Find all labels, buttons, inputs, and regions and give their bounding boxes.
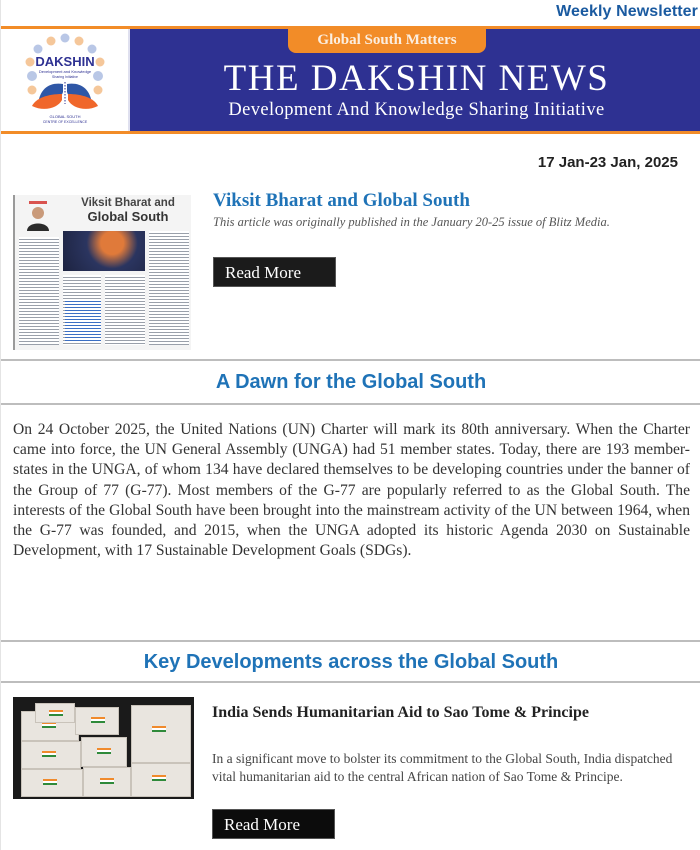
divider bbox=[1, 681, 700, 683]
dakshin-logo bbox=[1, 29, 128, 131]
svg-text:GLOBAL SOUTH: GLOBAL SOUTH bbox=[49, 114, 80, 119]
svg-text:Sharing Initiative: Sharing Initiative bbox=[51, 75, 78, 79]
featured-article-thumbnail[interactable] bbox=[13, 195, 191, 350]
divider bbox=[1, 359, 700, 361]
featured-article-title[interactable]: Viksit Bharat and Global South bbox=[213, 190, 470, 211]
issue-date-range: 17 Jan-23 Jan, 2025 bbox=[537, 154, 678, 171]
aid-read-more-button[interactable]: Read More bbox=[212, 809, 335, 839]
featured-read-more-button[interactable]: Read More bbox=[213, 257, 336, 287]
dawn-body-text: On 24 October 2025, the United Nations (UN) Charter will mark its 80th anniversary. When the Charter came into force, the UN General Assembly (UNGA) had 51 member states. Today, there are 193 member-states in the UNGA, of whom 134 have declared themselves to be developing countries under the banner of the Group of 77 (G-77). Most members of the G-77 are popularly referred to as the Global South. The interests of the Global South have been brought into the mainstream activity of the UN between 1964, when the G-77 was founded, and 2015, when the UNGA adopted its historic Agenda 2030 on Sustainable Development, with 17 Sustainable Development Goals (SDGs). bbox=[13, 421, 690, 560]
thumbnail-text-column bbox=[19, 237, 59, 345]
aid-article-thumbnail[interactable] bbox=[13, 697, 194, 799]
divider bbox=[1, 640, 700, 642]
svg-text:CENTRE OF EXCELLENCE: CENTRE OF EXCELLENCE bbox=[42, 120, 87, 124]
author-photo-icon bbox=[25, 201, 51, 231]
svg-text:Development and Knowledge: Development and Knowledge bbox=[38, 69, 91, 74]
thumbnail-text-column bbox=[105, 275, 145, 345]
divider bbox=[1, 403, 700, 405]
aid-article-title[interactable]: India Sends Humanitarian Aid to Sao Tome & Principe bbox=[212, 704, 589, 721]
masthead-title: THE DAKSHIN NEWS bbox=[223, 58, 610, 99]
weekly-newsletter-label: Weekly Newsletter bbox=[556, 3, 698, 20]
section-title-dawn: A Dawn for the Global South bbox=[215, 371, 487, 393]
aid-article-summary: In a significant move to bolster its commitment to the Global South, India dispatched vital humanitarian aid to the central African nation of Sao Tome & Principe. bbox=[212, 751, 673, 784]
tagline-tab: Global South Matters bbox=[288, 29, 486, 53]
dakshin-logo-icon bbox=[10, 32, 120, 128]
svg-text:DAKSHIN: DAKSHIN bbox=[34, 54, 95, 69]
section-title-key-developments: Key Developments across the Global South bbox=[143, 651, 559, 673]
thumbnail-text-column bbox=[149, 231, 189, 345]
thumbnail-map-image bbox=[63, 231, 145, 271]
masthead-subtitle: Development And Knowledge Sharing Initiative bbox=[228, 100, 605, 120]
header-banner bbox=[1, 26, 700, 134]
featured-article-subtitle: This article was originally published in the January 20-25 issue of Blitz Media. bbox=[213, 215, 610, 229]
thumbnail-highlight-box bbox=[65, 299, 101, 343]
masthead-panel bbox=[128, 29, 700, 131]
thumbnail-headline: Viksit Bharat and Global South bbox=[81, 197, 175, 224]
